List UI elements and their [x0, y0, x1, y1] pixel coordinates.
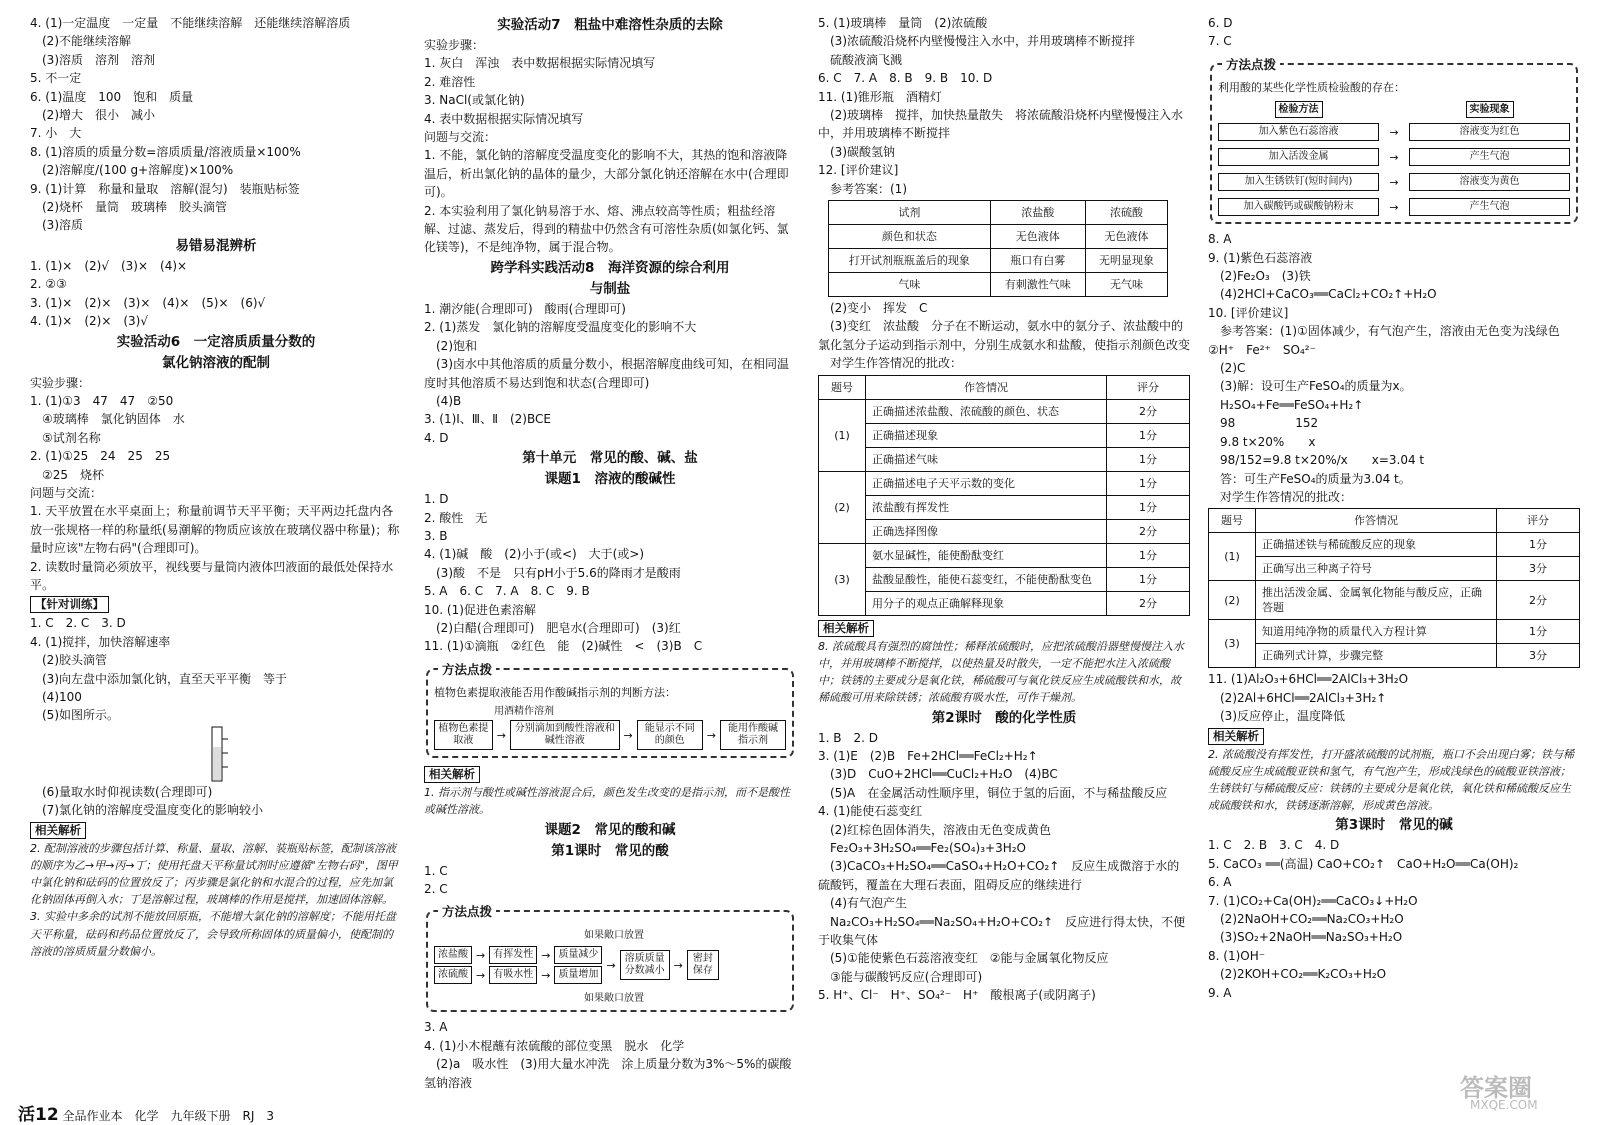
answer-line: 7. 小 大 [30, 126, 82, 141]
test-method: 加入碳酸钙或碳酸钠粉末 [1218, 198, 1379, 216]
arrow-icon: → [623, 728, 633, 742]
answer-line: 实验步骤： [424, 38, 485, 52]
answer-block [818, 14, 1190, 198]
answer-line: 答：可生产FeSO₄的质量为3.04 t。 [1208, 471, 1411, 486]
watermark-url: MXQE.COM [1470, 1098, 1538, 1112]
answer-line: (3)变红 浓盐酸 分子在不断运动，氨水中的氨分子、浓盐酸中的氯化氢分子运动到指示剂中，分别生成氨水和盐酸，使指示剂颜色改变 [818, 319, 1190, 352]
answer-block [1208, 230, 1580, 506]
answer-line: (3)溶质 [30, 218, 83, 233]
answer-line: (2)饱和 [424, 338, 477, 353]
answer-line: (6)量取水时仰视读数(合理即可) [30, 784, 213, 799]
arrow-icon: → [606, 958, 616, 972]
answer-line: 4. (1)能使石蕊变红 [818, 804, 923, 819]
answer-line: 3. B [424, 528, 448, 543]
flow-step: 植物色素提取液 [434, 720, 493, 750]
question-number: (3) [1209, 620, 1256, 668]
criteria-cell: 正确列式计算，步骤完整 [1256, 644, 1497, 668]
answer-line: 6. (1)温度 100 饱和 质量 [30, 89, 194, 104]
answer-line: (3)碳酸氢钠 [818, 144, 895, 159]
criteria-cell: 知道用纯净物的质量代入方程计算 [1256, 620, 1497, 644]
analysis-tag: 相关解析 [1208, 728, 1264, 745]
analysis-block [30, 840, 402, 960]
answer-line: (5)①能使紫色石蕊溶液变红 ②能与金属氧化物反应 [818, 951, 1109, 966]
answer-line: (3)D CuO+2HCl══CuCl₂+H₂O (4)BC [818, 767, 1058, 782]
arrow-icon: → [1389, 150, 1399, 164]
answer-line: 3. (1)Ⅰ、Ⅲ、Ⅱ (2)BCE [424, 412, 551, 427]
table-row [819, 567, 1190, 591]
answer-line: 对学生作答情况的批改： [1208, 489, 1353, 504]
answer-line: 9.8 t×20% x [1208, 434, 1316, 449]
answer-line: 2. 读数时量筒必须放平，视线要与量筒内液体凹液面的最低处保持水平。 [30, 559, 394, 592]
analysis-tag: 相关解析 [818, 620, 874, 637]
answer-line: 4. (1)一定温度 一定量 不能继续溶解 还能继续溶解溶质 [30, 16, 351, 30]
method-box [1210, 56, 1578, 224]
analysis-tag: 相关解析 [424, 766, 480, 783]
answer-line: (3)解：设可生产FeSO₄的质量为x。 [1208, 379, 1412, 394]
score-cell: 2分 [1497, 581, 1580, 620]
answer-line: 4. (1)× (2)× (3)√ [30, 314, 149, 329]
acid-test-diagram [1218, 101, 1570, 216]
criteria-cell: 用分子的观点正确解释现象 [866, 591, 1107, 615]
method-title: 方法点拨 [438, 660, 496, 678]
table-header: 评分 [1107, 375, 1190, 399]
answer-line: 4. (1)碱 酸 (2)小于(或<) 大于(或>) [424, 547, 645, 562]
arrow-icon: → [541, 968, 551, 982]
criteria-cell: 盐酸显酸性，能使石蕊变红，不能使酚酞变色 [866, 567, 1107, 591]
table-header: 浓硫酸 [1085, 201, 1167, 225]
section-heading: 第3课时 常见的碱 [1335, 817, 1453, 834]
criteria-cell: 浓盐酸有挥发性 [866, 495, 1107, 519]
answer-line: (2)2KOH+CO₂══K₂CO₃+H₂O [1208, 967, 1387, 982]
answer-line: 3. (1)× (2)× (3)× (4)× (5)× (6)√ [30, 295, 266, 310]
answer-block [424, 862, 796, 899]
section-heading: 氯化钠溶液的配制 [162, 354, 270, 371]
flow-step: 分别滴加到酸性溶液和碱性溶液 [510, 720, 620, 750]
answer-line: 1. 不能，氯化钠的溶解度受温度变化的影响不大，其热的饱和溶液降温后，析出氯化钠的晶体的量少，大部分氯化钠还溶解在水中(合理即可)。 [424, 148, 789, 200]
answer-block [424, 1018, 796, 1092]
answer-line: Fe₂O₃+3H₂SO₄══Fe₂(SO₄)₃+3H₂O [818, 840, 1026, 855]
test-method: 加入紫色石蕊溶液 [1218, 123, 1379, 141]
answer-line: 8. A [1208, 232, 1232, 247]
watermark-logo: 答案圈 [1460, 1074, 1532, 1102]
answer-line: 1. (1)①3 47 47 ②50 [30, 393, 174, 408]
answer-line: 1. 潮汐能(合理即可) 酸雨(合理即可) [424, 301, 626, 316]
grading-table [818, 375, 1190, 616]
page-footer [18, 1100, 274, 1125]
answer-line: 5. (1)玻璃棒 量筒 (2)浓硫酸 [818, 16, 988, 30]
section-heading: 与制盐 [589, 280, 631, 297]
flow-step: 能显示不同的颜色 [637, 720, 703, 750]
answer-line: 问题与交流： [30, 485, 103, 500]
answer-line: 5. CaCO₃ ══(高温) CaO+CO₂↑ CaO+H₂O══Ca(OH)₂ [1208, 856, 1519, 871]
criteria-cell: 正确描述气味 [866, 447, 1107, 471]
answer-line: 2. 本实验利用了氯化钠易溶于水、熔、沸点较高等性质；粗盐经溶解、过滤、蒸发后，得到的精盐中仍然含有可溶性杂质(如氯化钙、氯化镁等)，不是纯净物，属于混合物。 [424, 203, 789, 255]
score-cell: 2分 [1107, 399, 1190, 423]
analysis-block [1208, 746, 1580, 815]
flow-note: 用酒精作溶剂 [494, 706, 554, 718]
answer-line: 10. [评价建议] [1208, 305, 1289, 320]
answer-line: 4. (1)搅拌，加快溶解速率 [30, 634, 171, 649]
answer-line: (2)Fe₂O₃ (3)铁 [1208, 269, 1311, 284]
table-row: 颜色和状态 无色液体 无色液体 [829, 225, 1168, 249]
test-method: 加入活泼金属 [1218, 148, 1379, 166]
analysis-item: 1. 指示剂与酸性或碱性溶液混合后，颜色发生改变的是指示剂，而不是酸性或碱性溶液。 [424, 786, 790, 817]
flow-step: 有吸水性 [489, 966, 537, 984]
answer-line: 实验步骤： [30, 375, 91, 390]
score-cell: 1分 [1107, 471, 1190, 495]
table-row [819, 591, 1190, 615]
test-result: 溶液变为红色 [1409, 123, 1570, 141]
answer-line: ⑤试剂名称 [30, 430, 101, 445]
answer-line: (2)溶解度/(100 g+溶解度)×100% [30, 163, 234, 178]
score-cell: 1分 [1107, 423, 1190, 447]
test-result: 溶液变为黄色 [1409, 173, 1570, 191]
score-cell: 1分 [1107, 543, 1190, 567]
answer-line: 4. 表中数据根据实际情况填写 [424, 111, 584, 126]
answer-block [424, 300, 796, 447]
answer-line: (2)a 吸水性 (3)用大量水冲洗 涂上质量分数为3%～5%的碳酸氢钠溶液 [424, 1057, 792, 1090]
book-title: 全品作业本 化学 九年级下册 RJ 3 [62, 1109, 275, 1123]
answer-line: 1. 天平放置在水平桌面上；称量前调节天平平衡；天平两边托盘内各放一张规格一样的称量纸(易潮解的物质应该放在玻璃仪器中称量)；称量时应该"左物右码"(合理即可)。 [30, 504, 400, 556]
table-row [819, 471, 1190, 495]
section-heading: 课题1 溶液的酸碱性 [544, 471, 676, 488]
answer-line: 3. (1)E (2)B Fe+2HCl══FeCl₂+H₂↑ [818, 748, 1038, 763]
section-heading: 第2课时 酸的化学性质 [931, 709, 1077, 726]
arrow-icon: → [1389, 175, 1399, 189]
answer-line: 6. C 7. A 8. B 9. B 10. D [818, 71, 993, 86]
arrow-icon: → [541, 948, 551, 962]
table-row [1209, 533, 1580, 557]
table-row [1209, 581, 1580, 620]
method-box [426, 661, 794, 758]
column-1 [30, 14, 402, 960]
answer-line: 11. (1)①滴瓶 ②红色 能 (2)碱性 < (3)B C [424, 639, 703, 654]
section-heading: 实验活动7 粗盐中难溶性杂质的去除 [497, 17, 723, 33]
answer-line: 1. (1)× (2)√ (3)× (4)× [30, 258, 188, 273]
answer-block [1208, 14, 1580, 51]
arrow-icon: → [1389, 200, 1399, 214]
answer-line: 参考答案：(1)①固体减少，有气泡产生，溶液由无色变为浅绿色 ②H⁺ Fe²⁺ SO₄²⁻ [1208, 324, 1572, 357]
flow-step: 质量减少 [554, 946, 602, 964]
flow-step: 溶质质量分数减小 [620, 950, 670, 980]
answer-block [424, 36, 796, 257]
answer-line: 11. (1)锥形瓶 酒精灯 [818, 89, 942, 104]
answer-line: 1. C 2. C 3. D [30, 616, 126, 631]
answer-line: (3)反应停止，温度降低 [1208, 709, 1345, 724]
test-method: 加入生锈铁钉(短时间内) [1218, 173, 1379, 191]
grading-table [1208, 508, 1580, 668]
answer-line: (4)有气泡产生 [818, 896, 907, 911]
page-number: 活12 [18, 1105, 59, 1125]
answer-block [1208, 836, 1580, 1002]
flow-note: 如果敞口放置 [584, 930, 644, 942]
answer-line: 5. 不一定 [30, 71, 82, 86]
answer-line: 1. C 2. B 3. C 4. D [1208, 838, 1340, 853]
table-row: 打开试剂瓶瓶盖后的现象 瓶口有白雾 无明显现象 [829, 249, 1168, 273]
criteria-cell: 正确描述现象 [866, 423, 1107, 447]
analysis-block [424, 784, 796, 818]
answer-line: (3)向左盘中添加氯化钠，直至天平平衡 等于 [30, 671, 287, 686]
analysis-item: 2. 浓硫酸没有挥发性，打开盛浓硫酸的试剂瓶，瓶口不会出现白雾；铁与稀硫酸反应生成硫酸亚铁和氢气，有气泡产生，形成浅绿色的硫酸亚铁溶液；生锈铁钉与稀硫酸反应：铁锈的主要成分是氧化铁，氧化铁和稀硫酸反应生成硫酸铁和水，铁锈逐渐溶解，形成黄色溶液。 [1208, 747, 1574, 813]
answer-line: (2)红棕色固体消失，溶液由无色变成黄色 [818, 822, 1051, 837]
answer-line: 7. C [1208, 34, 1232, 49]
table-row [1209, 620, 1580, 644]
answer-line: (2)不能继续溶解 [30, 34, 131, 49]
table-row: 气味 有刺激性气味 无气味 [829, 273, 1168, 297]
column-3 [818, 14, 1190, 1005]
answer-line: 5. H⁺、Cl⁻ H⁺、SO₄²⁻ H⁺ 酸根离子(或阴离子) [818, 988, 1096, 1003]
section-heading: 易错易混辨析 [175, 237, 257, 254]
arrow-icon: → [476, 968, 486, 982]
test-result: 产生气泡 [1409, 198, 1570, 216]
answer-block [30, 614, 402, 724]
table-header: 题号 [819, 375, 866, 399]
answer-line: (2)玻璃棒 搅拌，加快热量散失 将浓硫酸沿烧杯内壁慢慢注入水中，并用玻璃棒不断搅拌 [818, 108, 1184, 141]
method-text: 植物色素提取液能否用作酸碱指示剂的判断方法： [434, 685, 676, 699]
answer-line: 5. A 6. C 7. A 8. C 9. B [424, 584, 590, 599]
arrow-icon: → [706, 728, 716, 742]
section-heading: 第1课时 常见的酸 [551, 842, 669, 859]
criteria-cell: 正确描述电子天平示数的变化 [866, 471, 1107, 495]
method-box [426, 904, 794, 1012]
question-number: (3) [819, 543, 866, 615]
answer-line: (3)SO₂+2NaOH══Na₂SO₃+H₂O [1208, 930, 1403, 945]
answer-line: 3. NaCl(或氯化钠) [424, 93, 525, 108]
answer-line: 参考答案：(1) [818, 181, 907, 196]
answer-line: (2)2NaOH+CO₂══Na₂CO₃+H₂O [1208, 911, 1404, 926]
score-cell: 3分 [1497, 644, 1580, 668]
answer-line: (5)如图所示。 [30, 708, 119, 723]
flow-step: 密封保存 [687, 950, 719, 980]
answer-line: 8. (1)溶质的质量分数=溶质质量/溶液质量×100% [30, 144, 301, 159]
answer-line: 11. (1)Al₂O₃+6HCl══2AlCl₃+3H₂O [1208, 672, 1409, 687]
answer-line: (3)CaCO₃+H₂SO₄══CaSO₄+H₂O+CO₂↑ 反应生成微溶于水的硫酸钙，覆盖在大理石表面，阻碍反应的继续进行 [818, 859, 1180, 892]
question-number: (1) [1209, 533, 1256, 581]
answer-line: 对学生作答情况的批改： [818, 356, 963, 371]
answer-line: 6. A [1208, 875, 1232, 890]
analysis-item: 8. 浓硫酸具有强烈的腐蚀性；稀释浓硫酸时，应把浓硫酸沿器壁慢慢注入水中，并用玻璃棒不断搅拌，以使热量及时散失，一定不能把水注入浓硫酸中；铁锈的主要成分是氧化铁，稀硫酸可与氧化铁反应生成硫酸铁和水，故稀硫酸可用来除铁锈；浓硫酸有吸水性，可作干燥剂。 [818, 639, 1184, 705]
answer-line: 1. D [424, 492, 449, 507]
analysis-tag: 相关解析 [30, 822, 86, 839]
column-2 [424, 14, 796, 1092]
answer-line: 硫酸液滴飞溅 [818, 52, 903, 67]
answer-line: (4)100 [30, 690, 82, 704]
method-text: 利用酸的某些化学性质检验酸的存在： [1218, 80, 1405, 94]
answer-block [1208, 670, 1580, 725]
score-cell: 1分 [1497, 533, 1580, 557]
answer-line: Na₂CO₃+H₂SO₄══Na₂SO₄+H₂O+CO₂↑ 反应进行得太快，不便于收集气体 [818, 914, 1186, 947]
analysis-item: 2. 配制溶液的步骤包括计算、称量、量取、溶解、装瓶贴标签，配制该溶液的顺序为乙→甲→丙→丁；使用托盘天平称量试剂时应遵循"左物右码"，图甲中氯化钠和砝码的位置放反了；丙步骤是氯化钠和水混合的过程，应先加氯化钠固体再倒入水；丁是溶解过程，玻璃棒的作用是搅拌，加速固体溶解。 [30, 841, 398, 907]
score-cell: 2分 [1107, 519, 1190, 543]
table-header: 作答情况 [1256, 509, 1497, 533]
criteria-cell: 推出活泼金属、金属氧化物能与酸反应，正确答题 [1256, 581, 1497, 620]
answer-line: 4. D [424, 430, 449, 445]
arrow-icon: → [476, 948, 486, 962]
flow-step: 有挥发性 [489, 946, 537, 964]
answer-line: (2)变小 挥发 C [818, 301, 928, 316]
analysis-item: 3. 实验中多余的试剂不能放回原瓶，不能增大氯化钠的溶解度；不能用托盘天平称量，砝码和药品位置放反了，会导致所称固体的质量偏小，使配制的溶液的溶质质量分数偏小。 [30, 910, 396, 958]
question-number: (1) [819, 399, 866, 471]
criteria-cell: 正确选择图像 [866, 519, 1107, 543]
answer-line: 问题与交流： [424, 130, 497, 145]
table-row [819, 447, 1190, 471]
answer-line: H₂SO₄+Fe══FeSO₄+H₂↑ [1208, 397, 1364, 412]
score-cell: 3分 [1497, 557, 1580, 581]
answer-line: 4. (1)小木棍蘸有浓硫酸的部位变黑 脱水 化学 [424, 1038, 685, 1053]
answer-line: 2. 难溶性 [424, 74, 476, 89]
answer-line: (2)C [1208, 361, 1246, 376]
answer-line: 6. D [1208, 16, 1233, 30]
question-number: (2) [819, 471, 866, 543]
table-header: 浓盐酸 [990, 201, 1085, 225]
answer-line: (4)B [424, 393, 462, 408]
unit-heading: 第十单元 常见的酸、碱、盐 [522, 450, 698, 467]
section-heading: 跨学科实践活动8 海洋资源的综合利用 [490, 259, 730, 276]
answer-line: 1. C [424, 863, 448, 878]
score-cell: 1分 [1107, 495, 1190, 519]
flow-step: 质量增加 [554, 966, 602, 984]
answer-line: 98 152 [1208, 416, 1319, 431]
table-header: 作答情况 [866, 375, 1107, 399]
answer-line: 2. ②③ [30, 277, 67, 292]
flow-note: 如果敞口放置 [584, 993, 644, 1005]
answer-block [30, 257, 402, 331]
column-label: 检验方法 [1275, 101, 1323, 118]
criteria-cell: 正确描述浓盐酸、浓硫酸的颜色、状态 [866, 399, 1107, 423]
answer-line: (2)胶头滴管 [30, 653, 107, 668]
answer-line: 2. (1)蒸发 氯化钠的溶解度受温度变化的影响不大 [424, 320, 697, 335]
answer-line: 8. (1)OH⁻ [1208, 948, 1266, 963]
score-cell: 2分 [1107, 591, 1190, 615]
answer-line: 2. (1)①25 24 25 25 [30, 449, 171, 464]
answer-line: (3)溶质 溶剂 溶剂 [30, 52, 155, 67]
column-4 [1208, 14, 1580, 1002]
score-cell: 1分 [1107, 447, 1190, 471]
table-row [819, 495, 1190, 519]
section-heading: 课题2 常见的酸和碱 [544, 821, 676, 838]
table-header: 题号 [1209, 509, 1256, 533]
answer-line: 10. (1)促进色素溶解 [424, 602, 536, 617]
method-title: 方法点拨 [438, 902, 496, 920]
indicator-flow [434, 720, 786, 750]
answer-line: 9. (1)紫色石蕊溶液 [1208, 250, 1313, 265]
answer-block [30, 374, 402, 595]
answer-line: 9. (1)计算 称量和量取 溶解(混匀) 装瓶贴标签 [30, 181, 300, 196]
answer-line: ③能与碳酸钙反应(合理即可) [818, 969, 983, 984]
answer-line: (2)白醋(合理即可) 肥皂水(合理即可) (3)红 [424, 620, 681, 635]
answer-block [424, 490, 796, 656]
answer-line: 2. 酸性 无 [424, 510, 488, 525]
table-row [1209, 557, 1580, 581]
table-row [819, 543, 1190, 567]
reagent-table [828, 200, 1168, 297]
training-tag: 【针对训练】 [30, 596, 109, 613]
answer-line: (5)A 在金属活动性顺序里，铜位于氢的后面，不与稀盐酸反应 [818, 785, 1168, 800]
flow-step: 能用作酸碱指示剂 [720, 720, 786, 750]
answer-line: ④玻璃棒 氯化钠固体 水 [30, 412, 185, 427]
flow-step: 浓盐酸 [434, 946, 472, 964]
criteria-cell: 氨水显碱性，能使酚酞变红 [866, 543, 1107, 567]
answer-line: 2. C [424, 882, 448, 896]
answer-line: (2)2Al+6HCl══2AlCl₃+3H₂↑ [1208, 690, 1387, 705]
answer-line: (3)卤水中其他溶质的质量分数小，根据溶解度曲线可知，在相同温度时其他溶质不易达到饱和状态(合理即可) [424, 357, 790, 390]
arrow-icon: → [673, 958, 683, 972]
table-row [1209, 644, 1580, 668]
answer-line: (3)浓硫酸沿烧杯内壁慢慢注入水中，并用玻璃棒不断搅拌 [818, 34, 1136, 49]
answer-block [30, 783, 402, 820]
answer-line: (7)氯化钠的溶解度受温度变化的影响较小 [30, 803, 263, 818]
score-cell: 1分 [1497, 620, 1580, 644]
answer-line: (2)烧杯 量筒 玻璃棒 胶头滴管 [30, 200, 227, 215]
score-cell: 1分 [1107, 567, 1190, 591]
answer-block [818, 729, 1190, 1005]
answer-line: 12. [评价建议] [818, 163, 899, 178]
criteria-cell: 正确写出三种离子符号 [1256, 557, 1497, 581]
answer-line: 1. B 2. D [818, 730, 879, 745]
cylinder-figure [202, 725, 402, 783]
section-heading: 实验活动6 一定溶质质量分数的 [116, 333, 316, 350]
analysis-block [818, 638, 1190, 707]
acid-flow [434, 944, 786, 986]
graduated-cylinder-icon [202, 725, 232, 783]
answer-line: 7. (1)CO₂+Ca(OH)₂══CaCO₃↓+H₂O [1208, 893, 1418, 908]
answer-line: 98/152=9.8 t×20%/x x=3.04 t [1208, 453, 1425, 468]
table-row [819, 519, 1190, 543]
question-number: (2) [1209, 581, 1256, 620]
column-label: 实验现象 [1466, 101, 1514, 118]
answer-line: 1. 灰白 浑浊 表中数据根据实际情况填写 [424, 56, 656, 71]
criteria-cell: 正确描述铁与稀硫酸反应的现象 [1256, 533, 1497, 557]
answer-line: (4)2HCl+CaCO₃══CaCl₂+CO₂↑+H₂O [1208, 287, 1437, 302]
answer-block [30, 14, 402, 235]
arrow-icon: → [496, 728, 506, 742]
answer-line: ②25 烧杯 [30, 467, 105, 482]
answer-line: 9. A [1208, 985, 1232, 1000]
table-row [819, 423, 1190, 447]
test-result: 产生气泡 [1409, 148, 1570, 166]
table-header: 评分 [1497, 509, 1580, 533]
table-header: 试剂 [829, 201, 991, 225]
table-row [819, 399, 1190, 423]
answer-line: (3)酸 不是 只有pH小于5.6的降雨才是酸雨 [424, 565, 681, 580]
method-title: 方法点拨 [1222, 55, 1280, 73]
arrow-icon: → [1389, 125, 1399, 139]
answer-block [818, 299, 1190, 373]
flow-step: 浓硫酸 [434, 966, 472, 984]
answer-line: 3. A [424, 1020, 448, 1035]
answer-line: (2)增大 很小 减小 [30, 108, 155, 123]
